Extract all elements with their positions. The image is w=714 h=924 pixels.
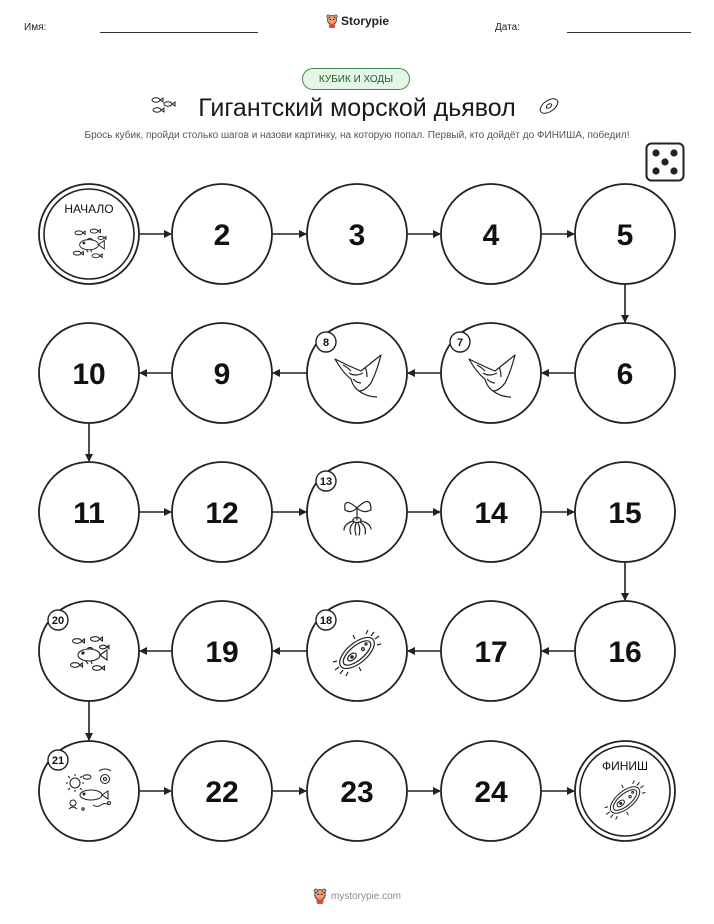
cell-number: 2	[213, 219, 231, 252]
cell-circle	[39, 184, 139, 284]
board-cell-16[interactable]	[575, 601, 675, 701]
cell-number: 16	[608, 636, 642, 669]
board-cell-21[interactable]	[39, 741, 139, 841]
game-type-badge: КУБИК И ХОДЫ	[302, 68, 410, 90]
cell-number: 5	[616, 219, 634, 252]
cell-number: 4	[482, 219, 500, 252]
cell-number: 24	[474, 776, 508, 809]
cell-circle	[575, 741, 675, 841]
board-cell-24[interactable]	[441, 741, 541, 841]
board-cell-14[interactable]	[441, 462, 541, 562]
board-cell-12[interactable]	[172, 462, 272, 562]
board-cell-6[interactable]	[575, 323, 675, 423]
cell-number: 12	[205, 497, 239, 530]
board-cell-23[interactable]	[307, 741, 407, 841]
cell-number: 15	[608, 497, 642, 530]
cell-number: 9	[213, 358, 231, 391]
board-cell-3[interactable]	[307, 184, 407, 284]
bear-mascot-icon	[313, 888, 327, 904]
footer-url[interactable]: mystorypie.com	[330, 890, 401, 902]
board-cell-5[interactable]	[575, 184, 675, 284]
date-label: Дата:	[495, 22, 520, 33]
board-cell-9[interactable]	[172, 323, 272, 423]
cell-number: 7	[456, 337, 464, 349]
board-cell-15[interactable]	[575, 462, 675, 562]
board-cell-22[interactable]	[172, 741, 272, 841]
cell-number: 14	[474, 497, 508, 530]
brand-name: Storypie	[341, 14, 390, 28]
cell-number: 21	[51, 755, 65, 767]
board-cell-1[interactable]	[39, 184, 139, 284]
board-cell-10[interactable]	[39, 323, 139, 423]
board-cell-17[interactable]	[441, 601, 541, 701]
cell-number: 20	[51, 615, 65, 627]
start-label: НАЧАЛО	[64, 202, 114, 216]
name-label: Имя:	[24, 22, 47, 33]
board-cell-2[interactable]	[172, 184, 272, 284]
cell-number: 19	[205, 636, 239, 669]
cell-number: 11	[73, 497, 105, 530]
instructions: Брось кубик, пройди столько шагов и назови картинку, на которую попал. Первый, кто дойдёт до ФИНИША, победил!	[84, 130, 630, 141]
board-cell-8[interactable]	[307, 323, 407, 423]
board-cell-11[interactable]	[39, 462, 139, 562]
board-cell-25[interactable]	[575, 741, 675, 841]
cell-number: 13	[319, 476, 333, 488]
finish-label: ФИНИШ	[601, 759, 649, 773]
cell-number: 22	[205, 776, 239, 809]
cell-number: 8	[322, 337, 330, 349]
cell-number: 3	[348, 219, 366, 252]
board-cell-19[interactable]	[172, 601, 272, 701]
footer	[0, 888, 714, 904]
board-cell-20[interactable]	[39, 601, 139, 701]
page-title: Гигантский морской дьявол	[198, 94, 516, 122]
board-cell-13[interactable]	[307, 462, 407, 562]
cell-number: 17	[474, 636, 508, 669]
board-cell-18[interactable]	[307, 601, 407, 701]
cell-number: 10	[72, 358, 106, 391]
cell-number: 18	[319, 615, 333, 627]
cell-number: 6	[616, 358, 634, 391]
board-cell-4[interactable]	[441, 184, 541, 284]
board-cell-7[interactable]	[441, 323, 541, 423]
cell-number: 23	[340, 776, 374, 809]
